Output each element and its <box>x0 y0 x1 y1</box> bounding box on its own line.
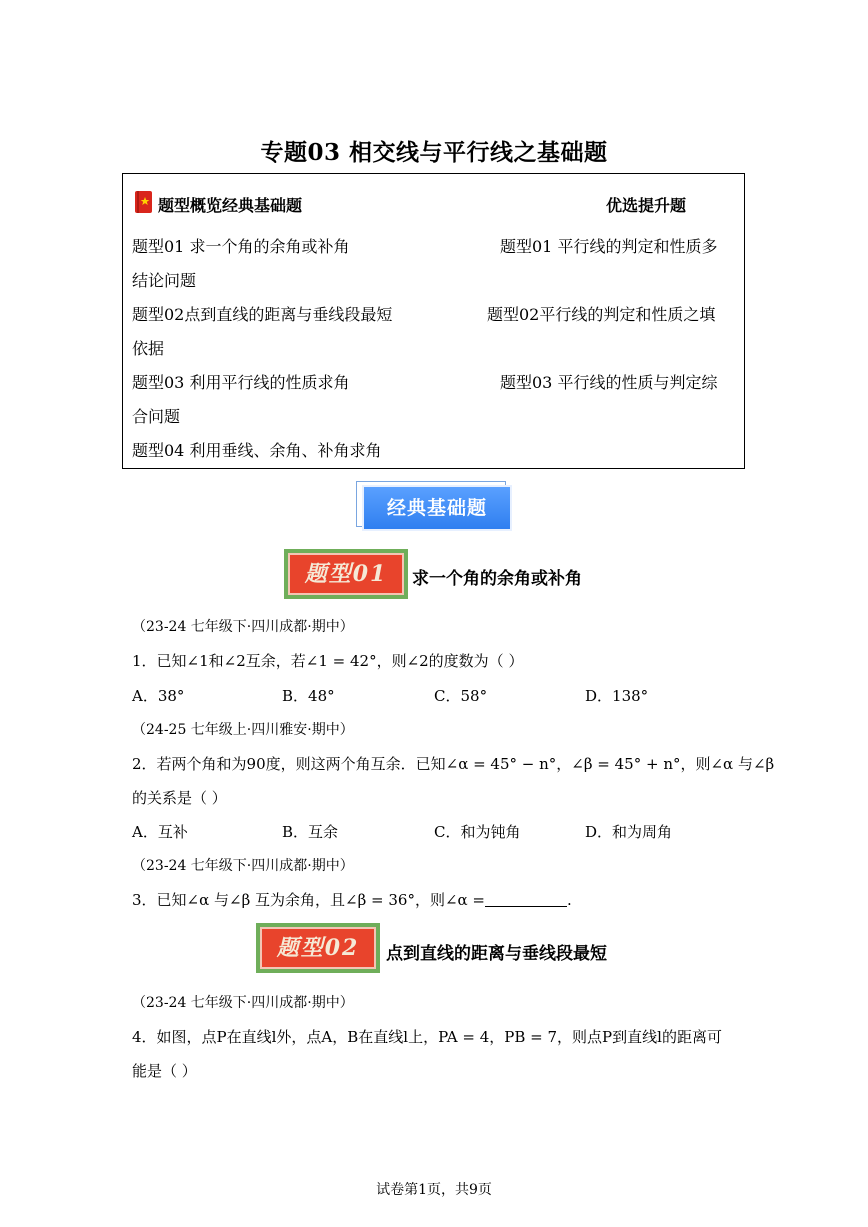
q1-option-c: C．58° <box>434 687 488 705</box>
q2-source: （24-25 七年级上·四川雅安·期中） <box>132 722 354 738</box>
overview-left-item: 题型03 利用平行线的性质求角 <box>132 373 350 392</box>
q1-source: （23-24 七年级下·四川成都·期中） <box>132 619 354 635</box>
overview-right-item: 题型02平行线的判定和性质之填 <box>487 305 716 324</box>
q2-stem-line1: 2．若两个角和为90度，则这两个角互余．已知∠α = 45° − n°，∠β = 45° + n°，则∠α 与∠β <box>132 755 775 773</box>
page-footer: 试卷第1页，共9页 <box>376 1182 492 1198</box>
q1-option-d: D．138° <box>585 687 649 705</box>
book-icon <box>134 190 154 214</box>
q2-stem-line2: 的关系是（ ） <box>132 789 227 807</box>
type02-badge-label: 题型02 <box>260 927 376 969</box>
type01-badge <box>284 549 408 599</box>
q2-option-b: B．互余 <box>282 823 339 841</box>
overview-right-header: 优选提升题 <box>606 196 687 215</box>
q1-stem: 1．已知∠1和∠2互余，若∠1 = 42°，则∠2的度数为（ ） <box>132 652 524 670</box>
q1-option-a: A．38° <box>132 687 185 705</box>
type02-badge <box>256 923 380 973</box>
overview-right-item: 题型01 平行线的判定和性质多 <box>500 237 718 256</box>
type02-heading: 点到直线的距离与垂线段最短 <box>386 944 607 964</box>
q1-option-b: B．48° <box>282 687 335 705</box>
q3-source: （23-24 七年级下·四川成都·期中） <box>132 858 354 874</box>
overview-right-item: 题型03 平行线的性质与判定综 <box>500 373 718 392</box>
q3-answer-blank[interactable] <box>485 892 567 907</box>
q2-option-c: C．和为钝角 <box>434 823 521 841</box>
type01-heading: 求一个角的余角或补角 <box>412 569 582 589</box>
section-banner-label: 经典基础题 <box>362 485 512 531</box>
q4-stem-line2: 能是（ ） <box>132 1062 197 1080</box>
overview-left-header: 题型概览经典基础题 <box>158 196 303 215</box>
q3-stem-text: 3．已知∠α 与∠β 互为余角，且∠β = 36°，则∠α = <box>132 891 485 909</box>
type01-badge-label: 题型01 <box>288 553 404 595</box>
overview-left-item: 题型02点到直线的距离与垂线段最短 <box>132 305 393 324</box>
q4-stem-line1: 4．如图，点P在直线l外，点A，B在直线l上，PA = 4，PB = 7，则点P到直线l的距离可 <box>132 1028 722 1046</box>
overview-right-item-cont: 依据 <box>132 339 165 358</box>
overview-right-item-cont: 合问题 <box>132 407 181 426</box>
q2-option-a: A．互补 <box>132 823 188 841</box>
page-title: 专题03 相交线与平行线之基础题 <box>260 139 608 166</box>
section-banner <box>356 479 512 533</box>
overview-left-item: 题型01 求一个角的余角或补角 <box>132 237 350 256</box>
q4-source: （23-24 七年级下·四川成都·期中） <box>132 995 354 1011</box>
q2-option-d: D．和为周角 <box>585 823 673 841</box>
q3-stem-end: . <box>567 891 572 909</box>
overview-left-item: 题型04 利用垂线、余角、补角求角 <box>132 441 382 460</box>
q3-stem <box>132 889 572 910</box>
overview-right-item-cont: 结论问题 <box>132 271 197 290</box>
